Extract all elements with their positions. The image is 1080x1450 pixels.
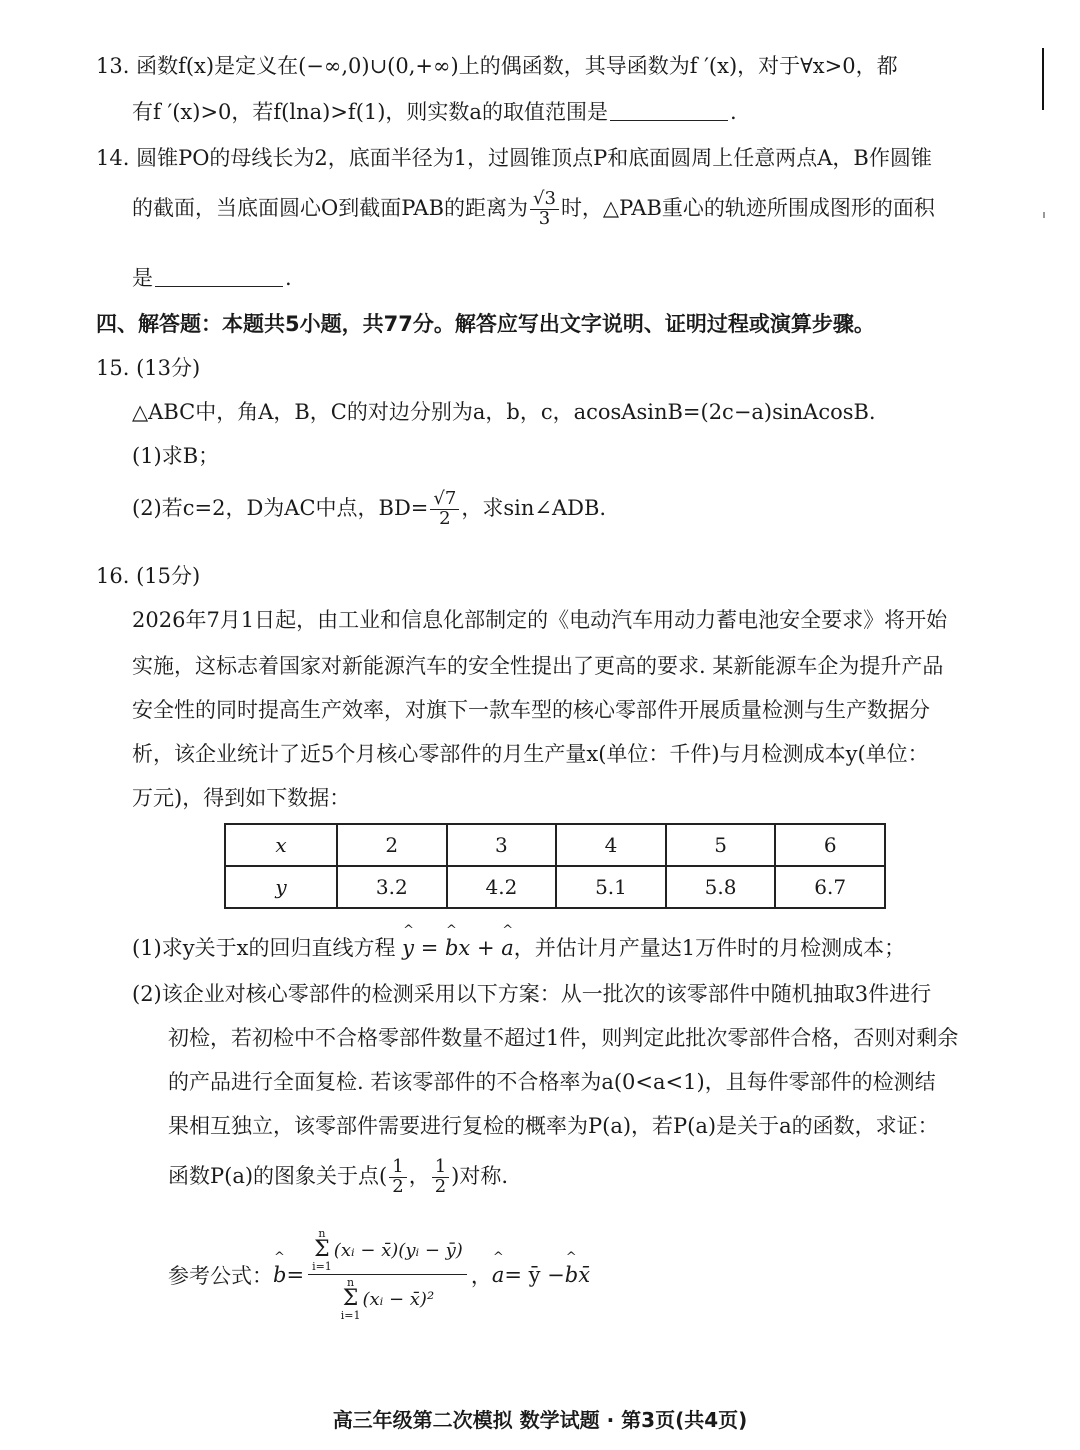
q14-frac-num: √3	[530, 190, 559, 210]
q13-line2-text: 有f ′(x)>0，若f(lna)>f(1)，则实数a的取值范围是	[132, 100, 608, 124]
q15-part1: (1)求B；	[132, 444, 220, 468]
table-cell: 5	[666, 824, 776, 866]
sum-bottom: i=1	[340, 1309, 361, 1322]
table-cell: 3.2	[337, 866, 447, 908]
table-header-y: y	[225, 866, 337, 908]
half-fraction-2	[432, 1158, 449, 1197]
table-cell: 6	[775, 824, 885, 866]
q14-line3-end: .	[285, 266, 292, 290]
q14-fraction	[530, 190, 559, 229]
q15-frac-den: 2	[439, 507, 451, 529]
frac-den: 2	[392, 1175, 404, 1197]
formula-label: 参考公式：	[168, 1263, 273, 1288]
formula-bhat2: ^ b	[565, 1263, 578, 1287]
formula-xbar: x̄	[578, 1262, 591, 1287]
q15-part2	[132, 490, 606, 529]
q15-part2-end: ，求sin∠ADB.	[461, 495, 607, 520]
q14-frac-den: 3	[538, 207, 551, 229]
sum-symbol	[341, 1277, 361, 1321]
q16-header: 16. (15分)	[96, 564, 201, 588]
half-fraction-1	[389, 1158, 406, 1197]
table-cell: 6.7	[775, 866, 885, 908]
formula-bhat: ^ b	[273, 1263, 286, 1287]
table-cell: 4	[556, 824, 666, 866]
q16-part2-last-end: )对称.	[451, 1163, 509, 1188]
q15-header: 15. (13分)	[96, 356, 201, 380]
q15-fraction	[430, 490, 459, 529]
frac-den: 2	[434, 1175, 447, 1197]
q16-para-line: 实施，这标志着国家对新能源汽车的安全性提出了更高的要求. 某新能源车企为提升产品	[132, 654, 944, 678]
q16-para-line: 万元)，得到如下数据：	[132, 786, 351, 810]
q16-part2-line: (2)该企业对核心零部件的检测采用以下方案：从一批次的该零部件中随机抽取3件进行	[132, 982, 932, 1006]
q15-frac-num: √7	[430, 490, 459, 510]
q14-line3-text: 是	[132, 266, 153, 290]
sum-top: n	[318, 1227, 326, 1240]
q14-line2	[132, 190, 935, 229]
margin-mark	[1042, 48, 1044, 110]
q16-part1-end: ，并估计月产量达1万件时的月检测成本；	[513, 936, 906, 960]
table-row-x	[225, 824, 885, 866]
table-header-x: x	[225, 824, 337, 866]
q16-part2-line: 的产品进行全面复检. 若该零部件的不合格率为a(0<a<1)，且每件零部件的检测结	[168, 1070, 936, 1094]
table-cell: 4.2	[447, 866, 557, 908]
q16-part2-line: 果相互独立，该零部件需要进行复检的概率为P(a)，若P(a)是关于a的函数，求证：	[168, 1114, 939, 1138]
formula-denominator	[337, 1275, 438, 1321]
q15-part2-text: (2)若c=2，D为AC中点，BD=	[132, 495, 429, 520]
comma: ，	[408, 1163, 430, 1188]
q14-line2-text: 的截面，当底面圆心O到截面PAB的距离为	[132, 195, 529, 220]
data-table	[224, 823, 886, 909]
frac-num: 1	[389, 1158, 406, 1178]
q16-x: x +	[458, 936, 502, 960]
q14-line3	[132, 262, 292, 292]
q13-line2	[132, 96, 737, 126]
formula-fraction	[308, 1228, 467, 1321]
sum-bottom: i=1	[312, 1260, 332, 1273]
frac-num: 1	[432, 1158, 449, 1178]
sum-sigma: Σ	[314, 1237, 330, 1262]
q16-para-line: 析，该企业统计了近5个月核心零部件的月生产量x(单位：千件)与月检测成本y(单位：	[132, 742, 929, 766]
table-cell: 2	[337, 824, 447, 866]
formula-den-text: (xᵢ − x̄)²	[362, 1288, 435, 1310]
q16-eq: =	[414, 936, 445, 960]
q15-stem: △ABC中，角A，B，C的对边分别为a，b，c，acosAsinB=(2c−a)sinAcosB.	[132, 400, 876, 424]
q13-answer-blank	[610, 100, 728, 121]
formula-eq: =	[286, 1262, 305, 1287]
q16-ahat: ^ a	[501, 936, 514, 960]
table-cell: 3	[447, 824, 557, 866]
reference-formula	[168, 1228, 590, 1321]
page-footer: 高三年级第二次模拟 数学试题 · 第3页(共4页)	[332, 1408, 748, 1432]
q16-part2-last-text: 函数P(a)的图象关于点(	[168, 1163, 388, 1188]
q16-part1	[132, 932, 905, 962]
q13-line1: 13. 函数f(x)是定义在(−∞,0)∪(0,+∞)上的偶函数，其导函数为f ′(x)，对于∀x>0，都	[96, 54, 898, 78]
q16-part1-text: (1)求y关于x的回归直线方程	[132, 936, 396, 960]
table-row-y	[225, 866, 885, 908]
table-cell: 5.8	[666, 866, 776, 908]
formula-numerator	[308, 1228, 467, 1275]
formula-sep: ，	[470, 1263, 492, 1288]
formula-num-text: (xᵢ − x̄)(yᵢ − ȳ)	[333, 1239, 463, 1261]
formula-tail: = ȳ −	[504, 1262, 565, 1287]
margin-dot	[1043, 212, 1045, 218]
q16-para-line: 2026年7月1日起，由工业和信息化部制定的《电动汽车用动力蓄电池安全要求》将开始	[132, 608, 948, 632]
section-heading: 四、解答题：本题共5小题，共77分。解答应写出文字说明、证明过程或演算步骤。	[96, 312, 875, 336]
formula-ahat: ^ a	[492, 1263, 505, 1287]
q16-part2-last	[168, 1158, 508, 1197]
table-cell: 5.1	[556, 866, 666, 908]
q14-line1: 14. 圆锥PO的母线长为2，底面半径为1，过圆锥顶点P和底面圆周上任意两点A，B作圆锥	[96, 146, 932, 170]
sum-top: n	[347, 1276, 355, 1289]
q14-answer-blank	[155, 266, 283, 287]
q16-part2-line: 初检，若初检中不合格零部件数量不超过1件，则判定此批次零部件合格，否则对剩余	[168, 1026, 959, 1050]
q16-bhat: ^ b	[445, 936, 458, 960]
sum-sigma: Σ	[342, 1286, 359, 1311]
q14-line2-end: 时，△PAB重心的轨迹所围成图形的面积	[560, 195, 935, 220]
sum-symbol	[312, 1228, 332, 1272]
q16-yhat: ^ y	[402, 936, 414, 960]
q13-line2-end: .	[729, 100, 737, 124]
q16-para-line: 安全性的同时提高生产效率，对旗下一款车型的核心零部件开展质量检测与生产数据分	[132, 698, 930, 722]
